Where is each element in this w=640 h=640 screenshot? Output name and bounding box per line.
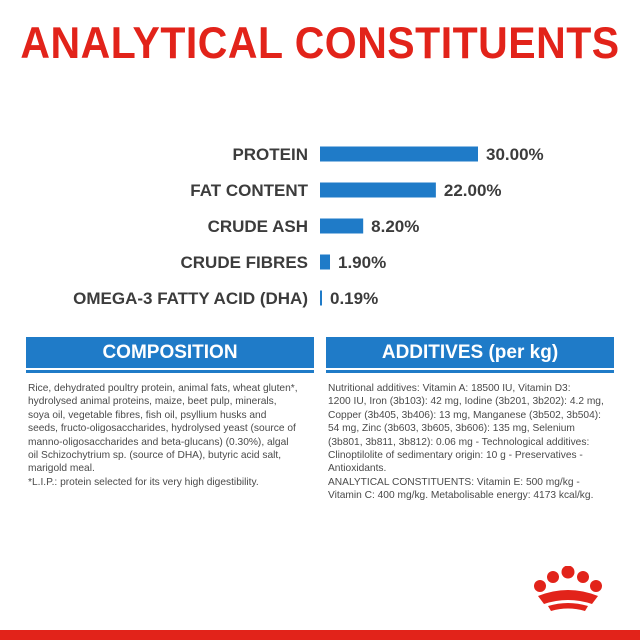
crown-icon [528, 566, 608, 612]
category-label: PROTEIN [232, 145, 308, 164]
bottom-bar [0, 630, 640, 640]
composition-section [26, 337, 314, 489]
value-label: 0.19% [330, 289, 379, 308]
category-label: CRUDE ASH [207, 217, 308, 236]
bar [320, 255, 330, 270]
category-label: FAT CONTENT [190, 181, 308, 200]
composition-heading: COMPOSITION [26, 337, 314, 368]
category-label: CRUDE FIBRES [180, 253, 308, 272]
category-label: OMEGA-3 FATTY ACID (DHA) [73, 289, 308, 308]
value-label: 22.00% [443, 181, 502, 200]
value-label: 8.20% [371, 217, 420, 236]
constituents-bar-chart [0, 130, 640, 310]
additives-section [326, 337, 614, 503]
additives-text: Nutritional additives: Vitamin A: 18500 IU, Vitamin D3: 1200 IU, Iron (3b103): 42 mg, Iodine (3b201, 3b202): 4.2 mg, Copper (3b405, 3b406): 13 mg, Manganese (3b502, 3b504): 54 mg, Zinc (3b603, 3b605, 3b606): 135 mg, Selenium (3b801, 3b811, 3b812): 0.06 mg - Technological additives: Clinoptilolite of sedimentary origin: 10 g - Preservatives - Antioxidants. ANALYTICAL CONSTITUENTS: Vitamin E: 500 mg/kg - Vitamin C: 400 mg/kg. Metabolisable energy: 4173 kcal/kg. [328, 383, 604, 502]
bar [320, 183, 436, 198]
bar [320, 291, 322, 306]
value-label: 1.90% [338, 253, 387, 272]
bar [320, 219, 363, 234]
composition-text: Rice, dehydrated poultry protein, animal fats, wheat gluten*, hydrolysed animal proteins, maize, beet pulp, minerals, soya oil, vegetable fibres, fish oil, psyllium husks and seeds, fructo-oligosaccharides, hydrolysed yeast (source of manno-oligosaccharides and beta-glucans) (0.30%), algal oil Schizochytrium sp. (source of DHA), butyric acid salt, marigold meal. *L.I.P.: protein selected for its very high digestibility. [28, 383, 298, 488]
additives-heading: ADDITIVES (per kg) [326, 337, 614, 368]
bar [320, 147, 478, 162]
value-label: 30.00% [486, 145, 544, 164]
page-title: ANALYTICAL CONSTITUENTS [20, 18, 620, 68]
